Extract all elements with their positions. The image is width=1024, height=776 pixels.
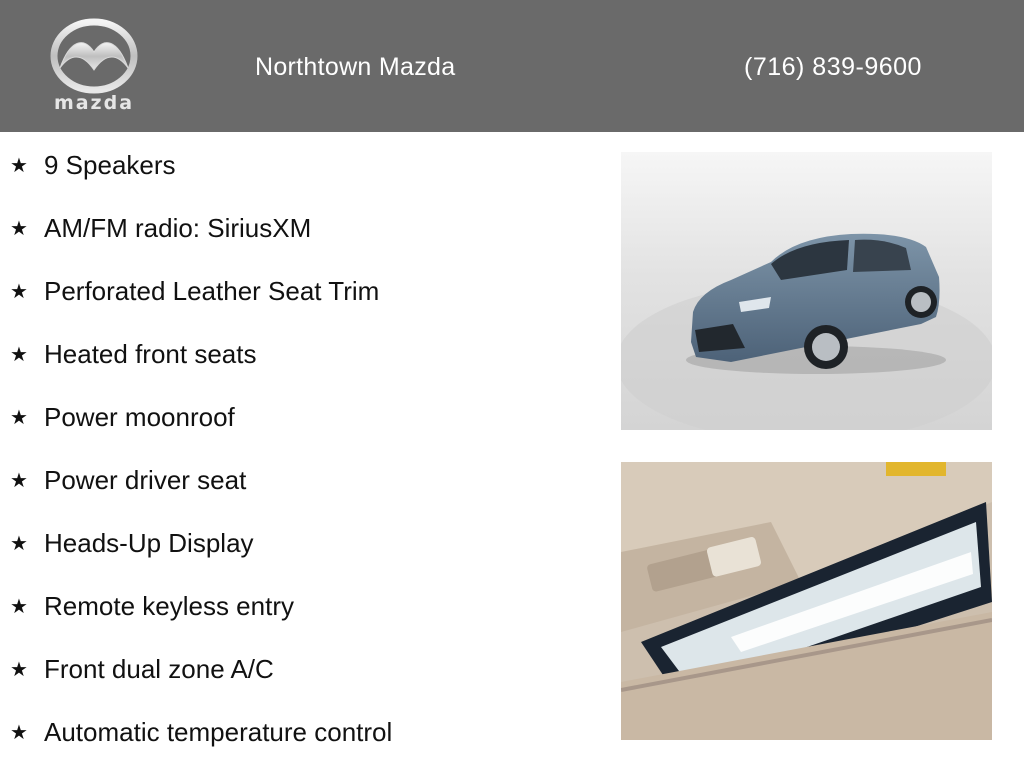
- dealer-phone[interactable]: (716) 839-9600: [744, 53, 922, 81]
- moonroof-interior-photo[interactable]: [621, 462, 992, 740]
- star-icon: ★: [10, 216, 28, 240]
- feature-label: Power driver seat: [44, 465, 247, 495]
- dealer-header: [0, 0, 1024, 132]
- feature-label: Heated front seats: [44, 339, 257, 369]
- list-item: [10, 272, 600, 335]
- feature-label: 9 Speakers: [44, 150, 176, 180]
- star-icon: ★: [10, 594, 28, 618]
- star-icon: ★: [10, 720, 28, 744]
- list-item: [10, 209, 600, 272]
- star-icon: ★: [10, 468, 28, 492]
- star-icon: ★: [10, 657, 28, 681]
- feature-list: [10, 146, 600, 776]
- list-item: [10, 146, 600, 209]
- feature-label: Front dual zone A/C: [44, 654, 274, 684]
- vehicle-exterior-photo[interactable]: [621, 152, 992, 430]
- feature-label: AM/FM radio: SiriusXM: [44, 213, 312, 243]
- list-item: [10, 398, 600, 461]
- star-icon: ★: [10, 342, 28, 366]
- feature-label: Automatic temperature control: [44, 717, 393, 747]
- list-item: [10, 461, 600, 524]
- star-icon: ★: [10, 531, 28, 555]
- mazda-logo: [40, 18, 148, 118]
- list-item: [10, 524, 600, 587]
- star-icon: ★: [10, 405, 28, 429]
- list-item: [10, 650, 600, 713]
- star-icon: ★: [10, 279, 28, 303]
- list-item: [10, 713, 600, 776]
- list-item: [10, 335, 600, 398]
- list-item: [10, 587, 600, 650]
- feature-label: Power moonroof: [44, 402, 235, 432]
- feature-label: Remote keyless entry: [44, 591, 294, 621]
- feature-label: Perforated Leather Seat Trim: [44, 276, 380, 306]
- mazda-wordmark: mazda: [53, 92, 135, 114]
- dealer-name: Northtown Mazda: [255, 53, 456, 81]
- feature-label: Heads-Up Display: [44, 528, 254, 558]
- mazda-emblem-icon: [40, 18, 148, 94]
- star-icon: ★: [10, 153, 28, 177]
